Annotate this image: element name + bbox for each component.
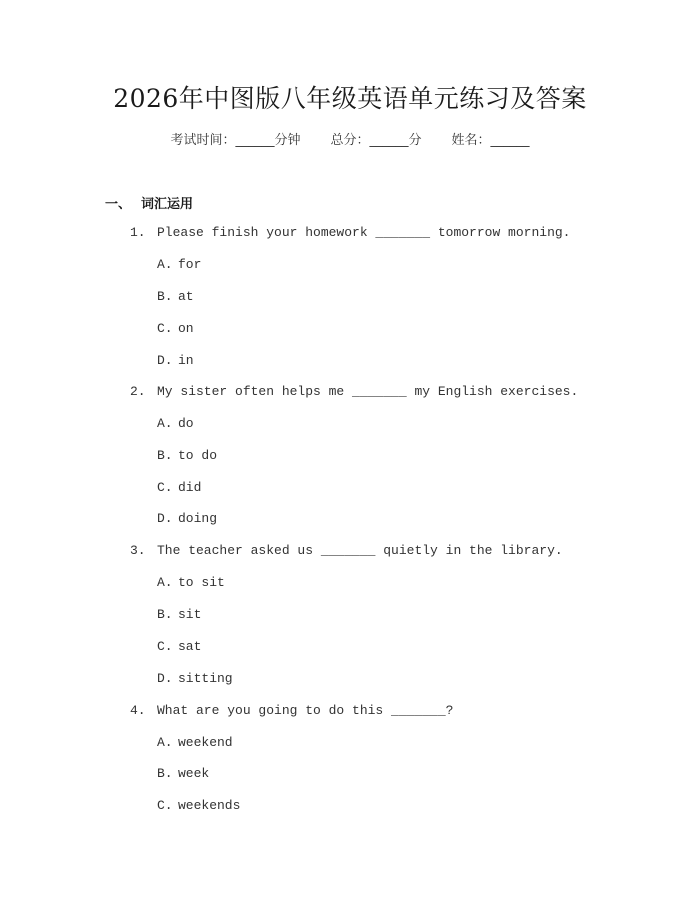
option-3a [157,574,225,592]
option-text: do [178,416,194,431]
option-letter: C. [157,639,173,654]
option-letter: B. [157,448,173,463]
option-2c [157,479,201,497]
option-text: sit [178,607,202,622]
section-heading [105,193,193,212]
option-letter: A. [157,735,173,750]
option-letter: C. [157,480,173,495]
question-text: Please finish your homework _______ tomorrow morning. [157,225,571,240]
question-number: 4. [130,703,146,718]
option-2d [157,510,217,528]
option-text: sitting [178,671,233,686]
option-letter: D. [157,511,173,526]
exam-total-score: 总分：______分 [330,133,422,148]
option-1b [157,288,194,306]
option-text: at [178,289,194,304]
option-1a [157,256,201,274]
question-number: 2. [130,384,146,399]
option-letter: B. [157,607,173,622]
question-number: 1. [130,225,146,240]
option-1c [157,320,194,338]
option-3d [157,670,233,688]
option-letter: C. [157,321,173,336]
question-text: My sister often helps me _______ my English exercises. [157,384,579,399]
option-text: on [178,321,194,336]
option-text: sat [178,639,202,654]
question-1 [130,224,570,242]
option-letter: B. [157,289,173,304]
option-2a [157,415,194,433]
option-letter: D. [157,671,173,686]
question-3 [130,542,563,560]
exam-meta [0,132,700,150]
option-text: in [178,353,194,368]
option-text: did [178,480,202,495]
question-text: The teacher asked us _______ quietly in the library. [157,543,563,558]
option-4b [157,765,209,783]
option-text: week [178,766,210,781]
option-1d [157,352,194,370]
option-2b [157,447,217,465]
option-letter: A. [157,257,173,272]
option-3b [157,606,201,624]
option-text: weekend [178,735,233,750]
option-text: to sit [178,575,225,590]
question-text: What are you going to do this _______? [157,703,454,718]
option-4a [157,734,233,752]
option-text: to do [178,448,218,463]
option-letter: D. [157,353,173,368]
option-letter: C. [157,798,173,813]
page-title: 2026年中图版八年级英语单元练习及答案 [113,84,587,113]
option-4c [157,797,240,815]
option-letter: A. [157,416,173,431]
option-text: doing [178,511,218,526]
section-title: 词汇运用 [141,197,194,212]
option-letter: B. [157,766,173,781]
option-letter: A. [157,575,173,590]
question-number: 3. [130,543,146,558]
student-name: 姓名：______ [451,133,530,148]
option-text: weekends [178,798,241,813]
exam-time: 考试时间：______分钟 [170,133,301,148]
option-text: for [178,257,202,272]
question-2 [130,383,578,401]
option-3c [157,638,201,656]
question-4 [130,702,453,720]
section-number: 一、 [105,197,132,212]
